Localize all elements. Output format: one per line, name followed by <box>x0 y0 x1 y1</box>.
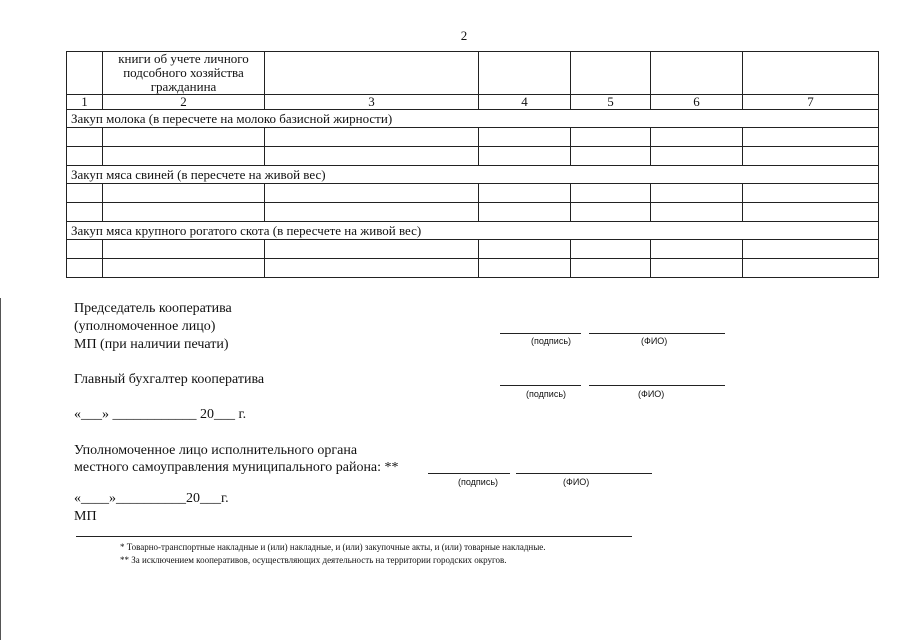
section-row-cattle <box>67 222 879 240</box>
footnote-separator <box>76 536 632 537</box>
signature-line[interactable] <box>428 473 510 474</box>
chairman-sublabel: (уполномоченное лицо) <box>74 319 216 334</box>
column-number: 1 <box>67 95 103 110</box>
header-cell-4 <box>479 52 571 95</box>
section-title: Закуп молока (в пересчете на молоко базисной жирности) <box>67 110 879 128</box>
fio-caption: (ФИО) <box>641 336 668 346</box>
column-number-row <box>67 95 879 110</box>
table-row <box>67 184 879 203</box>
table-row <box>67 203 879 222</box>
date-line[interactable]: «___» ____________ 20___ г. <box>74 407 247 422</box>
section-row-milk <box>67 110 879 128</box>
chairman-label: Председатель кооператива <box>74 301 232 316</box>
authorized-person-sublabel: местного самоуправления муниципального района: ** <box>74 460 399 475</box>
fio-line[interactable] <box>589 385 725 386</box>
table-row <box>67 259 879 278</box>
scan-margin-line <box>0 298 1 640</box>
column-number: 3 <box>265 95 479 110</box>
signature-caption: (подпись) <box>531 336 572 346</box>
section-title: Закуп мяса крупного рогатого скота (в пересчете на живой вес) <box>67 222 879 240</box>
table-row <box>67 147 879 166</box>
footnote-1: * Товарно-транспортные накладные и (или) накладные, и (или) закупочные акты, и (или) товарные накладные. <box>120 542 546 552</box>
column-number: 7 <box>743 95 879 110</box>
fio-caption: (ФИО) <box>638 389 665 399</box>
authorized-person-label: Уполномоченное лицо исполнительного органа <box>74 443 358 458</box>
stamp-label: МП <box>74 509 97 524</box>
purchase-table <box>66 51 879 278</box>
header-cell-3 <box>265 52 479 95</box>
table-header-row <box>67 52 879 95</box>
column-number: 6 <box>651 95 743 110</box>
section-row-pork <box>67 166 879 184</box>
header-cell-7 <box>743 52 879 95</box>
fio-line[interactable] <box>589 333 725 334</box>
fio-caption: (ФИО) <box>563 477 590 487</box>
table-row <box>67 240 879 259</box>
stamp-note: МП (при наличии печати) <box>74 337 229 352</box>
column-number: 4 <box>479 95 571 110</box>
signature-line[interactable] <box>500 333 581 334</box>
header-cell-5 <box>571 52 651 95</box>
table-row <box>67 128 879 147</box>
page-number: 2 <box>460 28 468 43</box>
chief-accountant-label: Главный бухгалтер кооператива <box>74 372 265 387</box>
column-number: 5 <box>571 95 651 110</box>
date-line[interactable]: «____»__________20___г. <box>74 491 229 506</box>
header-cell-1 <box>67 52 103 95</box>
footnote-2: ** За исключением кооперативов, осуществляющих деятельность на территории городских округов. <box>120 555 507 565</box>
signature-caption: (подпись) <box>458 477 499 487</box>
header-cell-6 <box>651 52 743 95</box>
header-cell-2: книги об учете личного подсобного хозяйства гражданина <box>103 52 265 95</box>
fio-line[interactable] <box>516 473 652 474</box>
column-number: 2 <box>103 95 265 110</box>
section-title: Закуп мяса свиней (в пересчете на живой вес) <box>67 166 879 184</box>
signature-line[interactable] <box>500 385 581 386</box>
signature-caption: (подпись) <box>526 389 567 399</box>
